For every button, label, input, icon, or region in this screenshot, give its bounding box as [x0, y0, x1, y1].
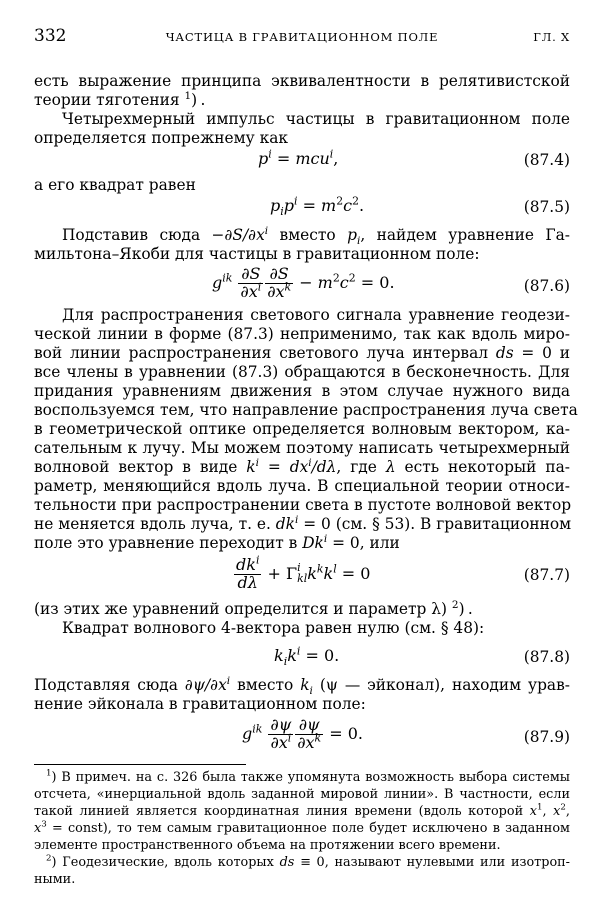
- text-line: определяется попрежнему как: [34, 129, 288, 147]
- text-line: все члены в уравнении (87.3) обращаются в бесконечность. Для: [34, 363, 570, 381]
- text-line: воспользуемся тем, что направление распространения луча света: [34, 401, 578, 419]
- text-line: теории тяготения $^1$) .: [34, 89, 206, 109]
- page-number: 332: [34, 26, 67, 46]
- equation-number: (87.7): [523, 566, 570, 584]
- text-line: Подставив сюда $-\partial S/\partial x^i$ вместо $p_i$, найдем уравнение Га-: [62, 224, 570, 248]
- text-line: вой линии распространения светового луча интервал ds = 0 и: [34, 344, 570, 362]
- equation-87-9: $g^{ik}$ $\frac{\partial\psi}{\partial x^i}$ $\frac{\partial\psi}{\partial x^k}$ = 0.: [242, 715, 363, 752]
- text-line: мильтона–Якоби для частицы в гравитационном поле:: [34, 245, 480, 263]
- text-line: не меняется вдоль луча, т. е. $dk^i = 0$ (см. § 53). В гравитационном: [34, 513, 572, 533]
- text-line: раметр, меняющийся вдоль луча. В специальной теории относи-: [34, 477, 570, 495]
- equation-87-7: $\frac{dk^i}{d\lambda}$ + Γ i kl $k^kk^l = 0$: [236, 553, 371, 592]
- running-header: [34, 26, 570, 48]
- equation-number: (87.5): [523, 198, 570, 216]
- text-line: ческой линии в форме (87.3) неприменимо, так как вдоль миро-: [34, 325, 570, 343]
- equation-87-6: $g^{ik}$ $\frac{\partial S}{\partial x^i}$ $\frac{\partial S}{\partial x^k}$ − $m^2c^2 = 0$.: [212, 264, 395, 301]
- equation-87-5: $p_ip^i = m^2c^2$.: [270, 194, 365, 219]
- equation-number: (87.4): [523, 151, 570, 169]
- footnote-line: ными.: [34, 872, 76, 887]
- footnote-line: элементе пространственного объема на протяжении всего времени.: [34, 838, 501, 853]
- text-line: Подставляя сюда $\partial\psi/\partial x^i$ вместо $k_i$ (ψ — эйконал), находим урав-: [34, 674, 570, 698]
- text-line: тельности при распространении света в пустоте волновой вектор: [34, 496, 572, 514]
- equation-number: (87.9): [523, 728, 570, 746]
- text-line: есть выражение принципа эквивалентности в релятивистской: [34, 72, 570, 90]
- text-line: (из этих же уравнений определится и параметр λ) $^2$) .: [34, 598, 473, 618]
- footnote-line: такой линией является координатная линия времени (вдоль которой $x^1$, $x^2$,: [34, 802, 570, 819]
- text-line: Квадрат волнового 4-вектора равен нулю (см. § 48):: [62, 619, 485, 637]
- text-line: Четырехмерный импульс частицы в гравитационном поле: [62, 110, 570, 128]
- text-line: придания уравнениям движения в этом случае нужного вида: [34, 382, 570, 400]
- footnote-divider: [34, 764, 246, 765]
- equation-87-8: $k_ik^i = 0$.: [274, 644, 340, 669]
- text-line: поле это уравнение переходит в $Dk^i = 0$, или: [34, 532, 400, 552]
- text-line: нение эйконала в гравитационном поле:: [34, 695, 366, 713]
- equation-number: (87.6): [523, 277, 570, 295]
- text-line: в геометрической оптике определяется волновым вектором, ка-: [34, 420, 570, 438]
- text-line: Для распространения светового сигнала уравнение геодези-: [62, 306, 570, 324]
- footnote-1: $^1$) В примеч. на с. 326 была также упомянута возможность выбора системы: [46, 768, 570, 785]
- text-line: волновой вектор в виде $k^i = dx^i/d\lambda$, где λ есть некоторый па-: [34, 456, 570, 476]
- running-title: ЧАСТИЦА В ГРАВИТАЦИОННОМ ПОЛЕ: [165, 30, 439, 44]
- footnote-ref: 1: [184, 89, 192, 102]
- footnote-line: отсчета, «инерциальной вдоль заданной мировой линии». В частности, если: [34, 787, 570, 802]
- text-line: а его квадрат равен: [34, 176, 196, 194]
- chapter-label: ГЛ. X: [533, 30, 570, 44]
- equation-number: (87.8): [523, 648, 570, 666]
- footnote-line: $x^3$ = const), то тем самым гравитационное поле будет исключено в заданном: [34, 819, 570, 836]
- text-line: сательным к лучу. Мы можем поэтому написать четырехмерный: [34, 439, 570, 457]
- equation-87-4: $p^i = mcu^i$,: [258, 147, 339, 168]
- footnote-2: $^2$) Геодезические, вдоль которых ds ≡ 0, называют нулевыми или изотроп-: [46, 853, 570, 870]
- footnote-ref: 2: [451, 598, 459, 611]
